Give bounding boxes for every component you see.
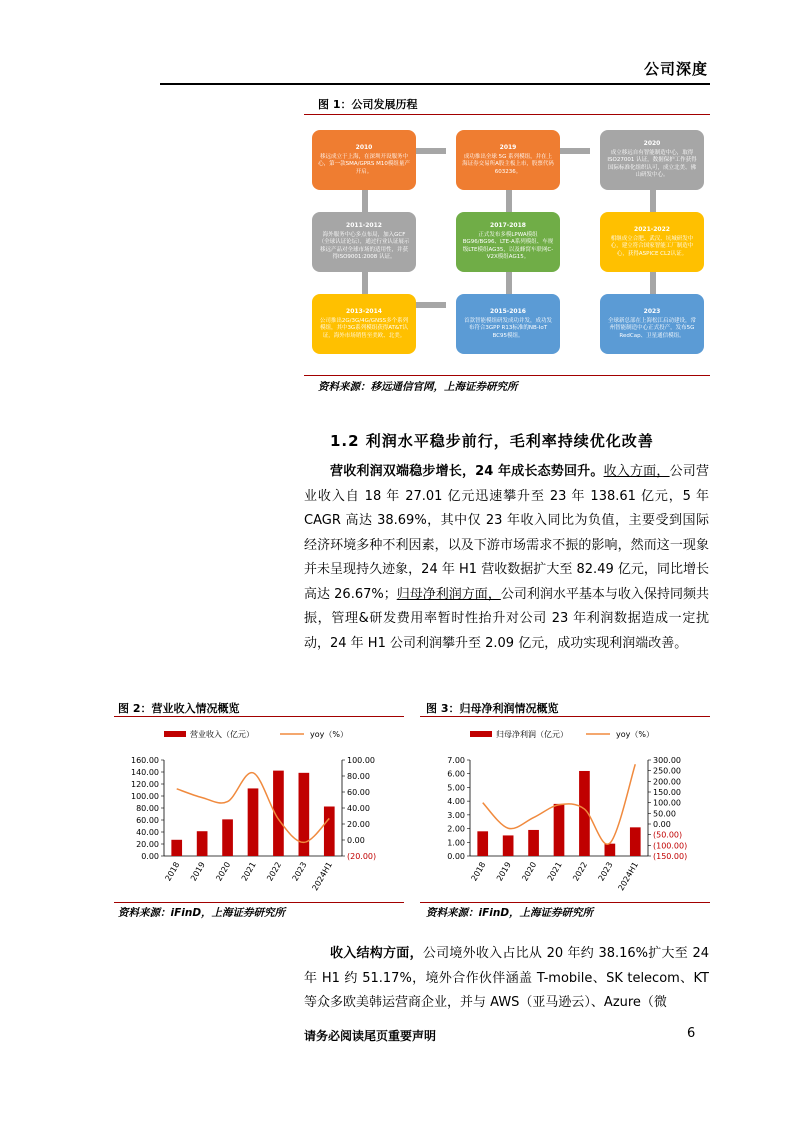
figure1-source: 资料来源：移远通信官网，上海证券研究所 <box>318 381 518 393</box>
y-tick-label-right: (20.00) <box>347 852 377 861</box>
bar-2020 <box>528 830 539 856</box>
y-tick-label-right: 0.00 <box>347 836 365 845</box>
y-tick-label-left: 1.00 <box>447 838 465 848</box>
milestone-2017-2018: 2017-2018 正式发布多模LPWA模组 BG96/BG96、LTE-A系列模组、车规级LTE模组AG35，以及蜂窝车联网C-V2X模组AG15。 <box>456 212 560 272</box>
page-number: 6 <box>687 1026 696 1041</box>
y-tick-label-left: 40.00 <box>136 828 159 837</box>
x-tick-label: 2020 <box>214 860 233 883</box>
y-tick-label-right: 100.00 <box>653 798 681 808</box>
bar-2023 <box>299 773 310 856</box>
legend-bar-swatch <box>164 731 186 737</box>
legend-bar-label: 归母净利润（亿元） <box>496 730 568 739</box>
x-tick-label: 2024H1 <box>310 860 335 893</box>
milestone-2011-2012: 2011-2012 海外服务中心多点布局，加入GCF（全球认证论坛），通过行业认证展示移远产品对全球市场的适用性，并获得ISO9001:2008 认证。 <box>312 212 416 272</box>
x-tick-label: 2022 <box>571 860 590 883</box>
y-tick-label-left: 80.00 <box>136 804 159 813</box>
connector <box>560 148 590 154</box>
connector <box>650 272 656 294</box>
x-tick-label: 2019 <box>188 860 207 883</box>
x-tick-label: 2023 <box>596 860 615 883</box>
y-tick-label-left: 5.00 <box>447 783 465 793</box>
x-tick-label: 2020 <box>520 860 539 883</box>
x-tick-label: 2021 <box>239 860 258 883</box>
legend-line-label: yoy（%） <box>310 730 348 739</box>
y-tick-label-left: 3.00 <box>447 810 465 820</box>
x-tick-label: 2018 <box>469 860 488 883</box>
y-tick-label-left: 4.00 <box>447 797 465 807</box>
net-profit-chart <box>420 720 710 900</box>
figure2-bottom-rule <box>114 902 404 903</box>
bar-2023 <box>605 844 616 856</box>
x-tick-label: 2021 <box>545 860 564 883</box>
section-heading: 1.2 利润水平稳步前行，毛利率持续优化改善 <box>330 432 654 450</box>
y-tick-label-left: 100.00 <box>131 792 159 801</box>
figure2-title: 图 2：营业收入情况概览 <box>118 702 240 715</box>
paragraph-revenue-profit <box>304 460 709 656</box>
bar-2019 <box>503 835 514 856</box>
header-title: 公司深度 <box>643 60 708 78</box>
milestone-2019: 2019 成功推出全球 5G 系列模组，并在上海证券交易所A股主板上市，股票代码603236。 <box>456 130 560 190</box>
milestone-2013-2014: 2013-2014 公司推出2G/3G/4G/GNSS多个系列模组，其中3G系列模组获得AT&T认证，海外市场销售至美欧、北美。 <box>312 294 416 354</box>
x-tick-label: 2024H1 <box>616 860 641 893</box>
y-tick-label-right: 60.00 <box>347 788 370 797</box>
milestone-2021-2022: 2021-2022 相继成立合肥、武汉、坑城研发中心，建立符合国家智能工厂制造中心，获得ASPICE CL2认证。 <box>600 212 704 272</box>
y-tick-label-right: 80.00 <box>347 772 370 781</box>
bar-2019 <box>197 831 208 856</box>
x-tick-label: 2019 <box>494 860 513 883</box>
para1-np-label: 归母净利润方面， <box>396 586 501 602</box>
para2-lead: 收入结构方面， <box>330 946 423 961</box>
y-tick-label-left: 160.00 <box>131 756 159 765</box>
figure3-top-rule <box>420 716 710 717</box>
para1-rev-text: 公司营业收入自 18 年 27.01 亿元迅速攀升至 23 年 138.61 亿元，5 年 CAGR 高达 38.69%，其中仅 23 年收入同比为负值，主要受到国际经济环境多种不利因素，以及下游市场需求不振的影响，然而这一现象并未呈现持久迹象，24 年 H1 营收数据扩大至 82.49 亿元，同比增长高达 26.67%； <box>304 464 709 602</box>
y-tick-label-left: 140.00 <box>131 768 159 777</box>
milestone-2020: 2020 成立移远自有智能制造中心，取得 ISO27001 认证，数据保护工作获得国际标准化组织认可，成立北美、佛山研发中心。 <box>600 130 704 190</box>
y-tick-label-right: 200.00 <box>653 777 681 787</box>
connector <box>362 272 368 294</box>
y-tick-label-right: 20.00 <box>347 820 370 829</box>
x-tick-label: 2022 <box>265 860 284 883</box>
y-tick-label-right: (150.00) <box>653 852 688 861</box>
y-tick-label-right: 150.00 <box>653 788 681 797</box>
legend-bar-label: 营业收入（亿元） <box>190 730 254 739</box>
figure2-top-rule <box>114 716 404 717</box>
y-tick-label-right: 300.00 <box>653 756 681 765</box>
figure1-bottom-rule <box>304 375 710 376</box>
y-tick-label-left: 120.00 <box>131 780 159 789</box>
bar-2024H1 <box>630 827 641 856</box>
connector <box>506 272 512 294</box>
x-tick-label: 2018 <box>163 860 182 883</box>
y-tick-label-right: 100.00 <box>347 756 375 765</box>
footer-notice: 请务必阅读尾页重要声明 <box>304 1029 437 1043</box>
y-tick-label-right: 250.00 <box>653 766 681 776</box>
para1-rev-label: 收入方面， <box>603 464 670 479</box>
header-rule <box>160 83 710 85</box>
y-tick-label-left: 60.00 <box>136 816 159 825</box>
milestone-2023: 2023 全球新总部在上海松江启动建设，常州智能制造中心正式投产，发布5G RedCap、卫星通信模组。 <box>600 294 704 354</box>
connector <box>416 148 446 154</box>
legend-line-label: yoy（%） <box>616 730 654 739</box>
y-tick-label-right: (100.00) <box>653 841 688 851</box>
figure3-title: 图 3：归母净利润情况概览 <box>426 702 559 715</box>
figure2-source: 资料来源：iFinD，上海证券研究所 <box>118 907 286 919</box>
y-tick-label-right: (50.00) <box>653 830 683 840</box>
y-tick-label-left: 20.00 <box>136 840 159 849</box>
y-tick-label-right: 0.00 <box>653 820 671 829</box>
bar-2024H1 <box>324 807 335 856</box>
figure1-top-rule <box>304 114 710 115</box>
para2-text: 公司境外收入占比从 20 年约 38.16%扩大至 24 年 H1 约 51.17%，境外合作伙伴涵盖 T-mobile、SK telecom、KT等众多欧美韩运营商企业，并与 AWS（亚马逊云）、Azure（微 <box>304 946 709 1010</box>
figure3-source: 资料来源：iFinD，上海证券研究所 <box>426 907 594 919</box>
connector <box>416 302 446 308</box>
y-tick-label-left: 2.00 <box>447 824 465 834</box>
paragraph-revenue-structure <box>304 942 709 1016</box>
timeline-diagram <box>304 118 710 373</box>
para1-lead: 营收利润双端稳步增长，24 年成长态势回升。 <box>330 464 604 479</box>
connector <box>362 190 368 212</box>
bar-2021 <box>554 804 565 856</box>
milestone-2010: 2010 移远成立于上海，在深圳开设服务中心，第一款SMA/GPRS M10模组量产开启。 <box>312 130 416 190</box>
y-tick-label-left: 6.00 <box>447 769 465 779</box>
bar-2020 <box>222 819 233 856</box>
connector <box>506 190 512 212</box>
connector <box>650 190 656 212</box>
bar-2018 <box>171 840 182 856</box>
y-tick-label-right: 40.00 <box>347 804 370 813</box>
milestone-2015-2016: 2015-2016 首款智能模组研发成功并发，成功发布符合3GPP R13标准的NB-IoT BC95模组。 <box>456 294 560 354</box>
para1-np-text: 公司利润水平基本与收入保持同频共振，管理&研发费用率暂时性抬升对公司 23 年利润数据造成一定扰动，24 年 H1 公司利润攀升至 2.09 亿元，成功实现利润端改善。 <box>304 586 709 651</box>
bar-2018 <box>477 831 488 856</box>
x-tick-label: 2023 <box>290 860 309 883</box>
legend-bar-swatch <box>470 731 492 737</box>
y-tick-label-left: 0.00 <box>141 852 159 861</box>
y-tick-label-right: 50.00 <box>653 809 676 819</box>
figure1-title: 图 1：公司发展历程 <box>318 98 418 111</box>
figure3-bottom-rule <box>420 902 710 903</box>
revenue-chart <box>114 720 404 900</box>
bar-2021 <box>248 788 259 856</box>
y-tick-label-left: 0.00 <box>447 852 465 861</box>
y-tick-label-left: 7.00 <box>447 756 465 765</box>
